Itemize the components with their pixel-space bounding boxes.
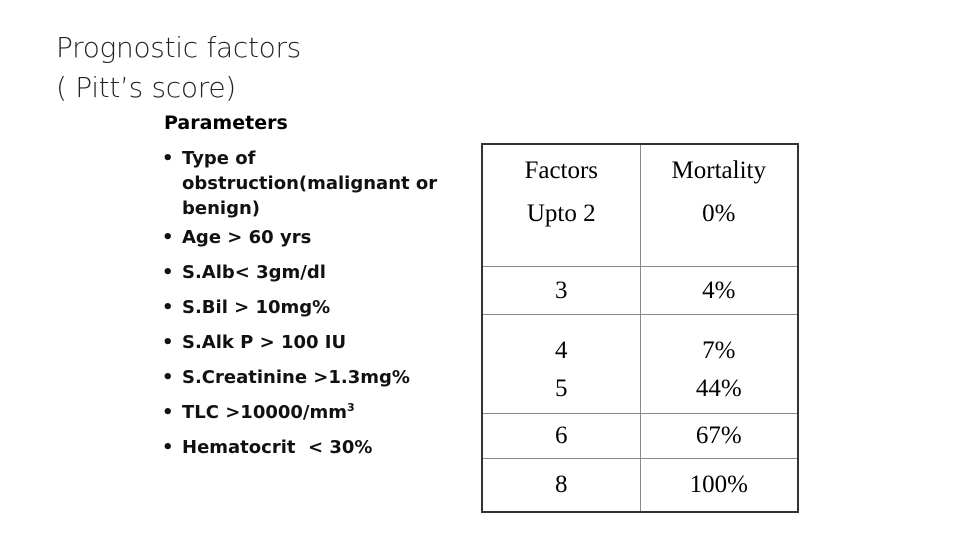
bullet-icon: • xyxy=(162,437,174,458)
bullet-icon: • xyxy=(162,262,174,283)
header-factors: Factors xyxy=(482,144,640,194)
tlc-text: TLC >10000/mm xyxy=(182,402,348,423)
parameter-text: Age > 60 yrs xyxy=(182,227,312,248)
bullet-icon: • xyxy=(162,367,174,388)
factors-cell: 4 xyxy=(482,315,640,366)
bullet-icon: • xyxy=(162,297,174,318)
list-item xyxy=(160,330,480,355)
table-row xyxy=(482,459,798,513)
bullet-icon: • xyxy=(162,402,174,423)
list-item xyxy=(160,146,480,221)
list-item xyxy=(160,435,480,460)
tlc-superscript: 3 xyxy=(347,401,355,414)
mortality-cell: 7% xyxy=(640,315,798,366)
bullet-icon: • xyxy=(162,227,174,248)
list-item xyxy=(160,400,480,425)
list-item xyxy=(160,295,480,320)
title-line-2: ( Pitt’s score) xyxy=(56,71,236,104)
title-line-1: Prognostic factors xyxy=(56,31,301,64)
table-row xyxy=(482,315,798,366)
list-item xyxy=(160,365,480,390)
pitt-score-table xyxy=(481,143,799,513)
parameter-text: S.Bil > 10mg% xyxy=(182,297,331,318)
mortality-cell: 44% xyxy=(640,365,798,414)
table-row xyxy=(482,414,798,459)
mortality-cell: 100% xyxy=(640,459,798,513)
bullet-icon: • xyxy=(162,148,174,169)
factors-cell: 6 xyxy=(482,414,640,459)
mortality-cell: 4% xyxy=(640,267,798,315)
factors-cell: Upto 2 xyxy=(482,194,640,267)
parameter-text: S.Creatinine >1.3mg% xyxy=(182,367,410,388)
mortality-cell: 67% xyxy=(640,414,798,459)
mortality-cell: 0% xyxy=(640,194,798,267)
parameter-text: S.Alk P > 100 IU xyxy=(182,332,347,353)
list-item xyxy=(160,225,480,250)
factors-cell: 5 xyxy=(482,365,640,414)
table-header-row xyxy=(482,144,798,194)
table-row xyxy=(482,365,798,414)
parameter-text: S.Alb< 3gm/dl xyxy=(182,262,326,283)
parameter-text xyxy=(182,402,355,423)
parameters-list xyxy=(160,146,480,470)
list-item xyxy=(160,260,480,285)
factors-cell: 8 xyxy=(482,459,640,513)
parameter-text: Hematocrit < 30% xyxy=(182,437,373,458)
bullet-icon: • xyxy=(162,332,174,353)
table-row xyxy=(482,194,798,267)
factors-cell: 3 xyxy=(482,267,640,315)
parameter-text: Type of obstruction(malignant or benign) xyxy=(182,148,438,219)
parameters-heading: Parameters xyxy=(164,112,288,134)
table-row xyxy=(482,267,798,315)
header-mortality: Mortality xyxy=(640,144,798,194)
slide-title xyxy=(56,28,476,108)
